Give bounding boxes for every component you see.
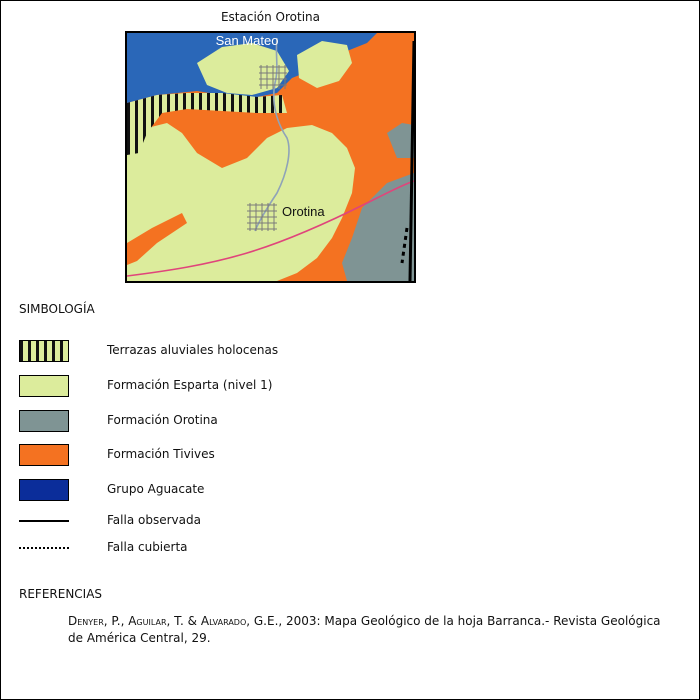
- orotina-swatch: [19, 410, 69, 432]
- map-label-san-mateo: San Mateo: [215, 33, 279, 48]
- terrazas-swatch: [19, 340, 69, 362]
- authors-mid: , T. &: [166, 614, 201, 628]
- authors-prefix: Denyer, P.,: [68, 614, 129, 628]
- aguacate-swatch: [19, 479, 69, 501]
- esparta-swatch: [19, 375, 69, 397]
- authors-aguilar: Aguilar: [128, 614, 167, 628]
- legend-label: Formación Esparta (nivel 1): [107, 378, 273, 392]
- geologic-map[interactable]: [125, 31, 416, 283]
- citation-rest: , G.E., 2003: Mapa Geológico de la hoja Barranca.- Revista Geológica de América Central, 29.: [68, 614, 661, 645]
- tivives-swatch: [19, 444, 69, 466]
- solid-line-swatch: [19, 520, 69, 522]
- map-title: Estación Orotina: [220, 10, 321, 24]
- map-label-orotina: Orotina: [282, 204, 325, 219]
- legend-label: Formación Orotina: [107, 413, 218, 427]
- legend-heading: SIMBOLOGÍA: [19, 302, 95, 316]
- reference-citation: [68, 613, 668, 647]
- legend-label: Terrazas aluviales holocenas: [107, 343, 279, 357]
- legend-label: Grupo Aguacate: [107, 482, 205, 496]
- references-heading: REFERENCIAS: [19, 587, 103, 601]
- legend-label: Formación Tivives: [107, 447, 215, 461]
- authors-alvarado: Alvarado: [200, 614, 247, 628]
- legend-label: Falla cubierta: [107, 540, 188, 554]
- dashed-line-swatch: [19, 547, 69, 549]
- legend-label: Falla observada: [107, 513, 201, 527]
